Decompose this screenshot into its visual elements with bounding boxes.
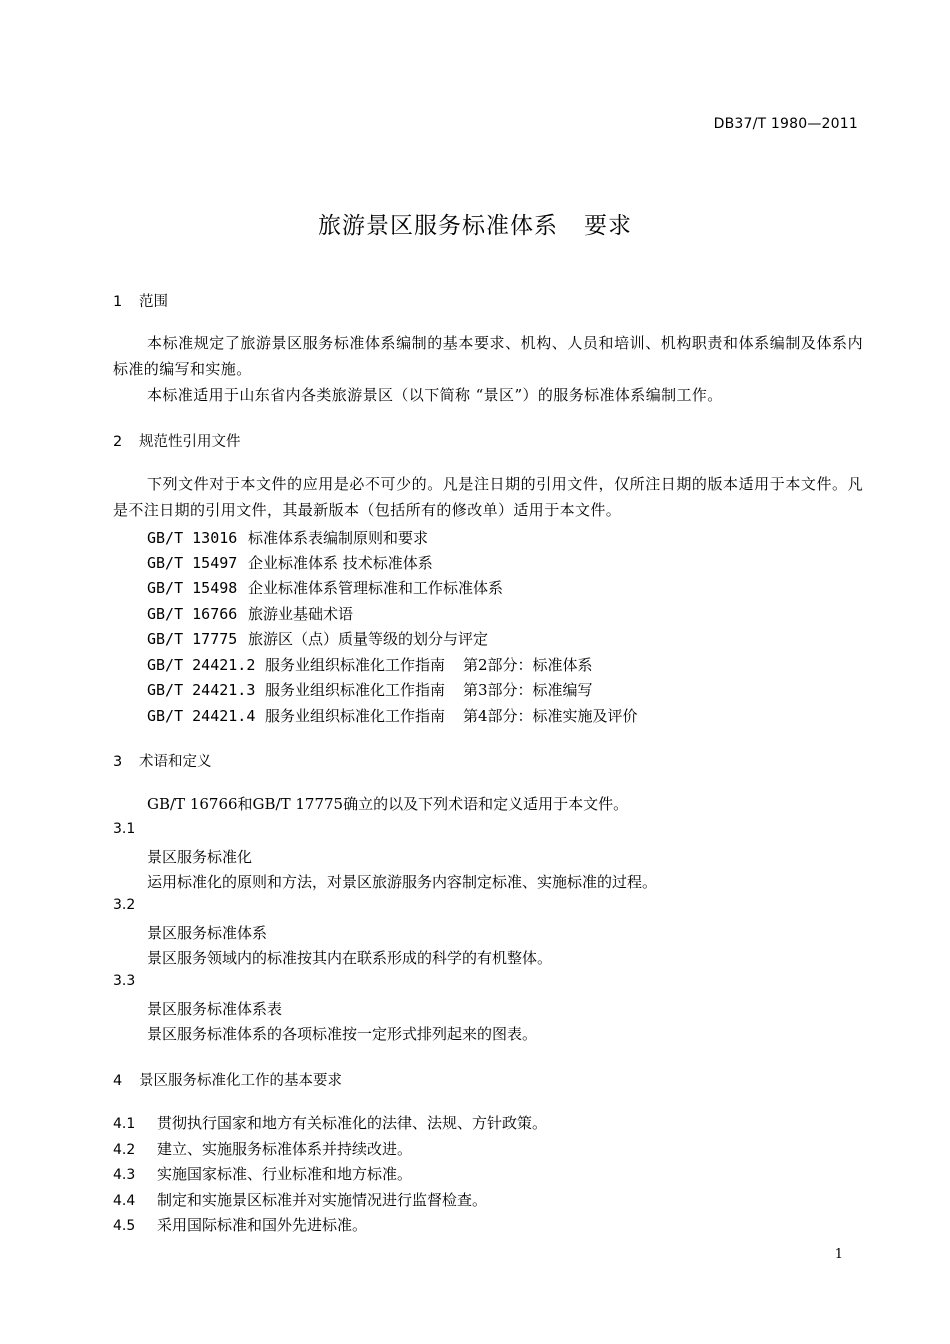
reference-code: GB/T 24421.4 bbox=[147, 707, 256, 725]
title-main: 旅游景区服务标准体系 bbox=[318, 213, 558, 239]
reference-item bbox=[147, 527, 428, 548]
requirement-item bbox=[113, 1214, 367, 1235]
reference-code: GB/T 16766 bbox=[147, 605, 238, 623]
reference-title: 标准体系表编制原则和要求 bbox=[248, 529, 429, 547]
section-1-paragraph-2: 本标准适用于山东省内各类旅游景区（以下简称 “景区”）的服务标准体系编制工作。 bbox=[147, 386, 723, 404]
requirement-number: 4.1 bbox=[113, 1116, 136, 1132]
reference-code: GB/T 15497 bbox=[147, 554, 238, 572]
requirement-item bbox=[113, 1112, 547, 1133]
requirement-item bbox=[113, 1189, 487, 1210]
term-number: 3.2 bbox=[113, 897, 136, 913]
section-3-heading bbox=[113, 750, 212, 771]
section-title: 范围 bbox=[139, 294, 168, 310]
reference-part: 第2部分：标准体系 bbox=[463, 656, 593, 674]
section-2-heading bbox=[113, 430, 241, 451]
section-4-heading bbox=[113, 1069, 342, 1090]
requirement-text: 建立、实施服务标准体系并持续改进。 bbox=[157, 1140, 413, 1158]
reference-code: GB/T 17775 bbox=[147, 630, 238, 648]
term-definition: 运用标准化的原则和方法，对景区旅游服务内容制定标准、实施标准的过程。 bbox=[147, 873, 658, 891]
reference-title: 服务业组织标准化工作指南 bbox=[265, 656, 446, 674]
term-name: 景区服务标准体系 bbox=[147, 924, 268, 942]
section-title: 规范性引用文件 bbox=[139, 434, 241, 450]
reference-code: GB/T 13016 bbox=[147, 529, 238, 547]
requirement-item bbox=[113, 1163, 412, 1184]
reference-part: 第3部分：标准编写 bbox=[463, 681, 593, 699]
term-number: 3.3 bbox=[113, 973, 136, 989]
section-title: 术语和定义 bbox=[139, 754, 212, 770]
term-number: 3.1 bbox=[113, 821, 136, 837]
requirement-text: 实施国家标准、行业标准和地方标准。 bbox=[157, 1165, 413, 1183]
requirement-number: 4.2 bbox=[113, 1142, 136, 1158]
requirement-number: 4.4 bbox=[113, 1193, 136, 1209]
section-number: 1 bbox=[113, 294, 123, 310]
section-2-paragraph: 下列文件对于本文件的应用是必不可少的。凡是注日期的引用文件，仅所注日期的版本适用于本文件。凡是不注日期的引用文件，其最新版本（包括所有的修改单）适用于本文件。 bbox=[113, 475, 863, 519]
term-definition: 景区服务领域内的标准按其内在联系形成的科学的有机整体。 bbox=[147, 949, 553, 967]
reference-title: 服务业组织标准化工作指南 bbox=[265, 707, 446, 725]
section-title: 景区服务标准化工作的基本要求 bbox=[139, 1073, 342, 1089]
reference-code: GB/T 15498 bbox=[147, 579, 238, 597]
requirement-text: 制定和实施景区标准并对实施情况进行监督检查。 bbox=[157, 1191, 488, 1209]
reference-title: 旅游业基础术语 bbox=[248, 605, 354, 623]
requirement-number: 4.3 bbox=[113, 1167, 136, 1183]
section-1-heading bbox=[113, 290, 168, 311]
reference-code: GB/T 24421.3 bbox=[147, 681, 256, 699]
title-sub: 要求 bbox=[584, 213, 632, 239]
reference-title: 企业标准体系管理标准和工作标准体系 bbox=[248, 579, 504, 597]
reference-item bbox=[147, 603, 353, 624]
requirement-text: 贯彻执行国家和地方有关标准化的法律、法规、方针政策。 bbox=[157, 1114, 548, 1132]
reference-title: 旅游区（点）质量等级的划分与评定 bbox=[248, 630, 489, 648]
section-number: 4 bbox=[113, 1073, 123, 1089]
document-title bbox=[0, 207, 950, 240]
page-number: 1 bbox=[834, 1247, 843, 1262]
reference-item bbox=[147, 654, 593, 675]
reference-item bbox=[147, 577, 503, 598]
reference-title: 服务业组织标准化工作指南 bbox=[265, 681, 446, 699]
term-name: 景区服务标准化 bbox=[147, 848, 253, 866]
reference-item bbox=[147, 552, 433, 573]
section-number: 2 bbox=[113, 434, 123, 450]
requirement-number: 4.5 bbox=[113, 1218, 136, 1234]
term-definition: 景区服务标准体系的各项标准按一定形式排列起来的图表。 bbox=[147, 1025, 538, 1043]
reference-item bbox=[147, 628, 488, 649]
requirement-item bbox=[113, 1138, 412, 1159]
section-number: 3 bbox=[113, 754, 123, 770]
section-1-paragraph-1: 本标准规定了旅游景区服务标准体系编制的基本要求、机构、人员和培训、机构职责和体系编制及体系内标准的编写和实施。 bbox=[113, 334, 863, 378]
section-3-intro: GB/T 16766和GB/T 17775确立的以及下列术语和定义适用于本文件。 bbox=[147, 795, 629, 813]
term-name: 景区服务标准体系表 bbox=[147, 1000, 283, 1018]
reference-code: GB/T 24421.2 bbox=[147, 656, 256, 674]
reference-title: 企业标准体系 技术标准体系 bbox=[248, 554, 433, 572]
reference-item bbox=[147, 679, 593, 700]
reference-part: 第4部分：标准实施及评价 bbox=[463, 707, 638, 725]
requirement-text: 采用国际标准和国外先进标准。 bbox=[157, 1216, 368, 1234]
reference-item bbox=[147, 705, 638, 726]
document-code: DB37/T 1980—2011 bbox=[713, 116, 858, 132]
